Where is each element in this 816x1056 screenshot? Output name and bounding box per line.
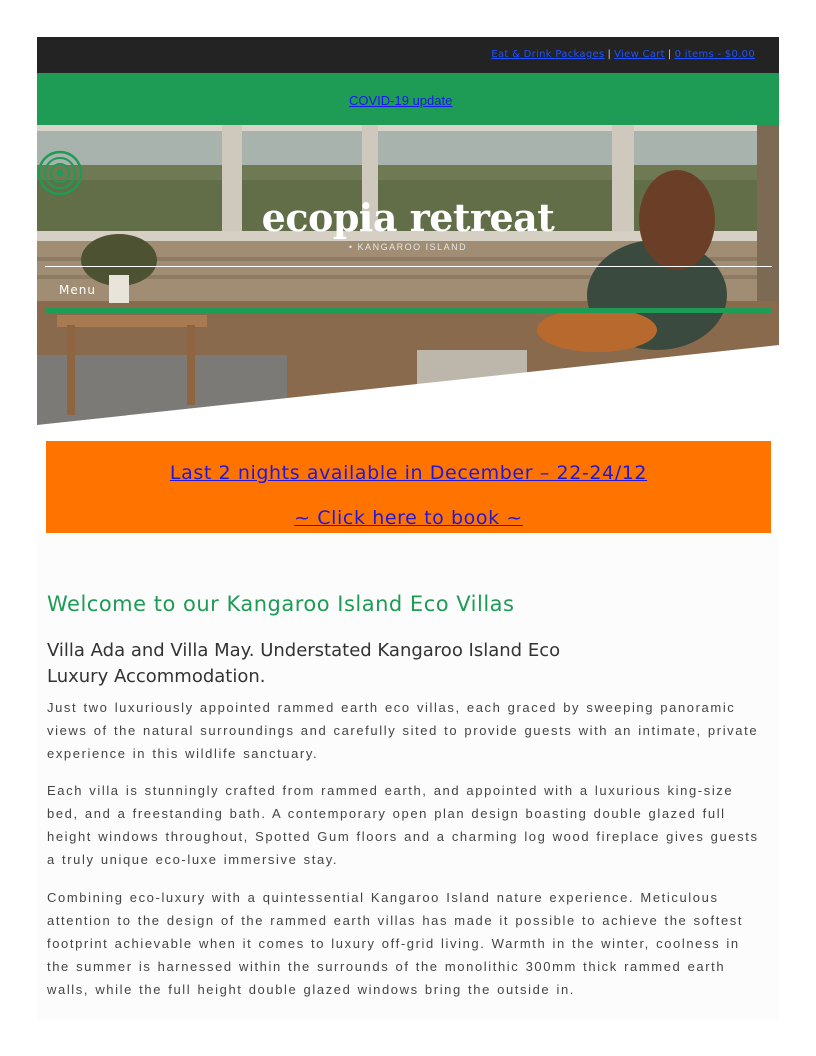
page-subheading: Villa Ada and Villa May. Understated Kangaroo Island Eco Luxury Accommodation. [47, 640, 561, 687]
intro-paragraph: Just two luxuriously appointed rammed earth eco villas, each graced by sweeping panoramic views of the natural surroundings and carefully sited to provide guests with an intimate, private experience in this wildlife sanctuary. [47, 700, 759, 761]
link-separator: | [607, 49, 612, 60]
menu-toggle[interactable]: Menu [59, 283, 96, 297]
view-cart-link[interactable]: View Cart [614, 49, 665, 60]
promo-banner [46, 441, 771, 533]
link-separator: | [667, 49, 672, 60]
book-now-link[interactable]: ~ Click here to book ~ [294, 507, 523, 529]
leaf-emblem-icon [37, 150, 83, 196]
cart-items-link[interactable]: 0 items - $0.00 [674, 49, 755, 60]
covid-banner [37, 73, 779, 125]
main-content [37, 533, 779, 1020]
eco-luxury-paragraph: Combining eco-luxury with a quintessential Kangaroo Island nature experience. Meticulous attention to the design of the rammed earth villas has made it possible to achieve the softest footprint achievable when it comes to luxury off-grid living. Warmth in the winter, coolness in the summer is harnessed within the surrounds of the monolithic 300mm thick rammed earth walls, while the full height double glazed windows bring the outside in. [47, 890, 744, 997]
covid-update-link[interactable]: COVID-19 update [349, 93, 453, 108]
page-title: Welcome to our Kangaroo Island Eco Villas [47, 592, 515, 616]
brand-name: ecopia retreat [261, 195, 555, 240]
nav-divider [45, 266, 772, 267]
hero-photo [37, 125, 779, 425]
eat-drink-packages-link[interactable]: Eat & Drink Packages [491, 49, 605, 60]
utility-links [491, 49, 755, 60]
villa-description-paragraph: Each villa is stunningly crafted from rammed earth, and appointed with a luxurious king-size bed, and a freestanding bath. A contemporary open plan design boasting double glazed full height windows throughout, Spotted Gum floors and a charming log wood fireplace gives guests a truly unique eco-luxe immersive stay. [47, 783, 759, 867]
nav-accent-bar [45, 308, 772, 313]
brand-tagline: • KANGAROO ISLAND [348, 242, 468, 252]
top-utility-bar [37, 37, 779, 73]
hero-header [37, 125, 779, 425]
december-availability-link[interactable]: Last 2 nights available in December – 22-24/12 [169, 462, 648, 484]
